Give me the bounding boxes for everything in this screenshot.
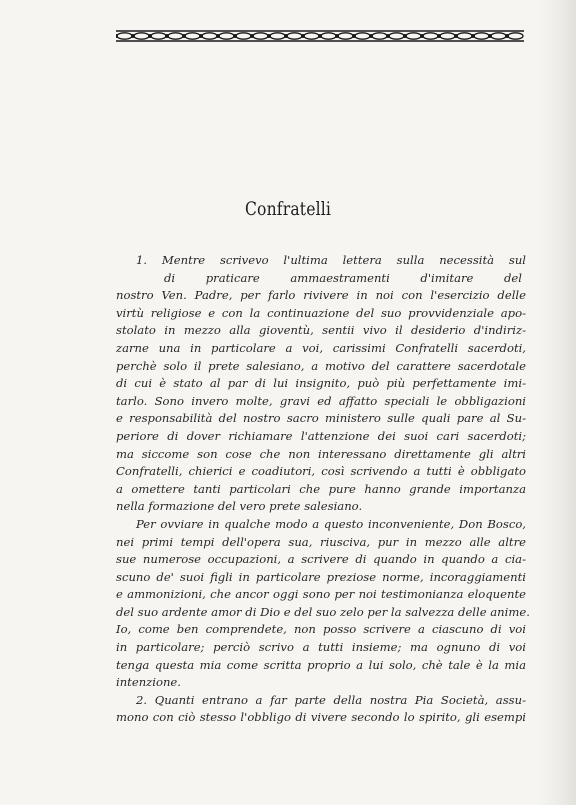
ornament-dot	[200, 35, 203, 38]
ornament-link	[355, 33, 370, 39]
text-line: stolato in mezzo alla gioventù, sentii vivo il desiderio d'indiriz-	[116, 323, 526, 338]
ornament-link	[202, 33, 217, 39]
ornament-dot	[166, 35, 169, 38]
ornament-dot	[455, 35, 458, 38]
text-line: 1. Mentre scrivevo l'ultima lettera sulla necessità sul	[136, 253, 526, 267]
ornament-link	[372, 33, 387, 39]
ornament-link	[457, 33, 472, 39]
ornament-dot	[370, 35, 373, 38]
ornament-link	[117, 33, 132, 39]
text-line: tenga questa mia come scritta proprio a lui solo, chè tale è la mia	[116, 657, 526, 672]
text-line: perchè solo il prete salesiano, a motivo del carattere sacerdotale	[116, 358, 526, 373]
ornament-dot	[404, 35, 407, 38]
text-line: mono con ciò stesso l'obbligo di vivere secondo lo spirito, gli esempi	[116, 710, 526, 725]
ornament-link	[236, 33, 251, 39]
ornament-dot	[387, 35, 390, 38]
text-line: 2. Quanti entrano a far parte della nostra Pia Società, assu-	[136, 692, 526, 707]
decorative-header-ornament	[116, 28, 524, 44]
ornament-dot	[506, 35, 509, 38]
ornament-dot	[132, 35, 135, 38]
text-line: in particolare; perciò scrivo a tutti insieme; ma ognuno di voi	[116, 640, 526, 655]
text-line: e ammonizioni, che ancor oggi sono per noi testimonianza eloquente	[116, 587, 526, 602]
ornament-dot	[217, 35, 220, 38]
text-line: di praticare ammaestramenti d'imitare del	[164, 270, 522, 285]
ornament-dot	[234, 35, 237, 38]
ornament-link	[321, 33, 336, 39]
ornament-dot	[285, 35, 288, 38]
ornament-link	[389, 33, 404, 39]
page-title: Confratelli	[244, 198, 332, 220]
ornament-link	[185, 33, 200, 39]
ornament-dot	[183, 35, 186, 38]
ornament-dot	[268, 35, 271, 38]
text-line: nei primi tempi dell'opera sua, riusciva, pur in mezzo alle altre	[116, 534, 526, 549]
ornament-dot	[438, 35, 441, 38]
ornament-link	[440, 33, 455, 39]
page-edge-shadow	[538, 0, 576, 805]
ornament-link	[508, 33, 523, 39]
ornament-dot	[472, 35, 475, 38]
ornament-dot	[116, 35, 117, 38]
ornament-link	[253, 33, 268, 39]
ornament-dot	[149, 35, 152, 38]
text-line: a omettere tanti particolari che pure hanno grande importanza	[116, 481, 526, 496]
ornament-link	[406, 33, 421, 39]
ornament-dot	[421, 35, 424, 38]
text-line: nella formazione del vero prete salesiano.	[116, 499, 363, 514]
ornament-link	[491, 33, 506, 39]
ornament-dot	[251, 35, 254, 38]
text-line: di cui è stato al par di lui insignito, può più perfettamente imi-	[116, 376, 526, 391]
ornament-dot	[319, 35, 322, 38]
text-line: nostro Ven. Padre, per farlo rivivere in noi con l'esercizio delle	[116, 288, 526, 303]
text-line: scuno de' suoi figli in particolare preziose norme, incoraggiamenti	[116, 569, 526, 584]
ornament-link	[474, 33, 489, 39]
ornament-link	[270, 33, 285, 39]
text-line: virtù religiose e con la continuazione del suo provvidenziale apo-	[116, 305, 526, 320]
ornament-link	[287, 33, 302, 39]
text-line: zarne una in particolare a voi, carissimi Confratelli sacerdoti,	[116, 340, 526, 355]
ornament-link	[168, 33, 183, 39]
text-line: Io, come ben comprendete, non posso scrivere a ciascuno di voi	[116, 622, 526, 637]
ornament-link	[151, 33, 166, 39]
text-line: tarlo. Sono invero molte, gravi ed affatto speciali le obbligazioni	[116, 393, 526, 408]
text-line: sue numerose occupazioni, a scrivere di quando in quando a cia-	[116, 552, 526, 567]
text-line: del suo ardente amor di Dio e del suo zelo per la salvezza delle anime.	[116, 604, 530, 619]
document-body	[116, 252, 530, 727]
ornament-link	[219, 33, 234, 39]
text-line: periore di dover richiamare l'attenzione dei suoi cari sacerdoti;	[116, 428, 526, 443]
text-line: Per ovviare in qualche modo a questo inconveniente, Don Bosco,	[136, 516, 526, 531]
ornament-dot	[336, 35, 339, 38]
text-line: intenzione.	[116, 675, 181, 690]
ornament-dot	[353, 35, 356, 38]
ornament-dot	[489, 35, 492, 38]
text-line: e responsabilità del nostro sacro ministero sulle quali pare al Su-	[116, 411, 526, 426]
ornament-link	[304, 33, 319, 39]
ornament-link	[423, 33, 438, 39]
ornament-link	[338, 33, 353, 39]
text-line: ma siccome son cose che non interessano direttamente gli altri	[116, 446, 526, 461]
ornament-dot	[302, 35, 305, 38]
ornament-link	[134, 33, 149, 39]
text-line: Confratelli, chierici e coadiutori, così scrivendo a tutti è obbligato	[116, 464, 526, 479]
